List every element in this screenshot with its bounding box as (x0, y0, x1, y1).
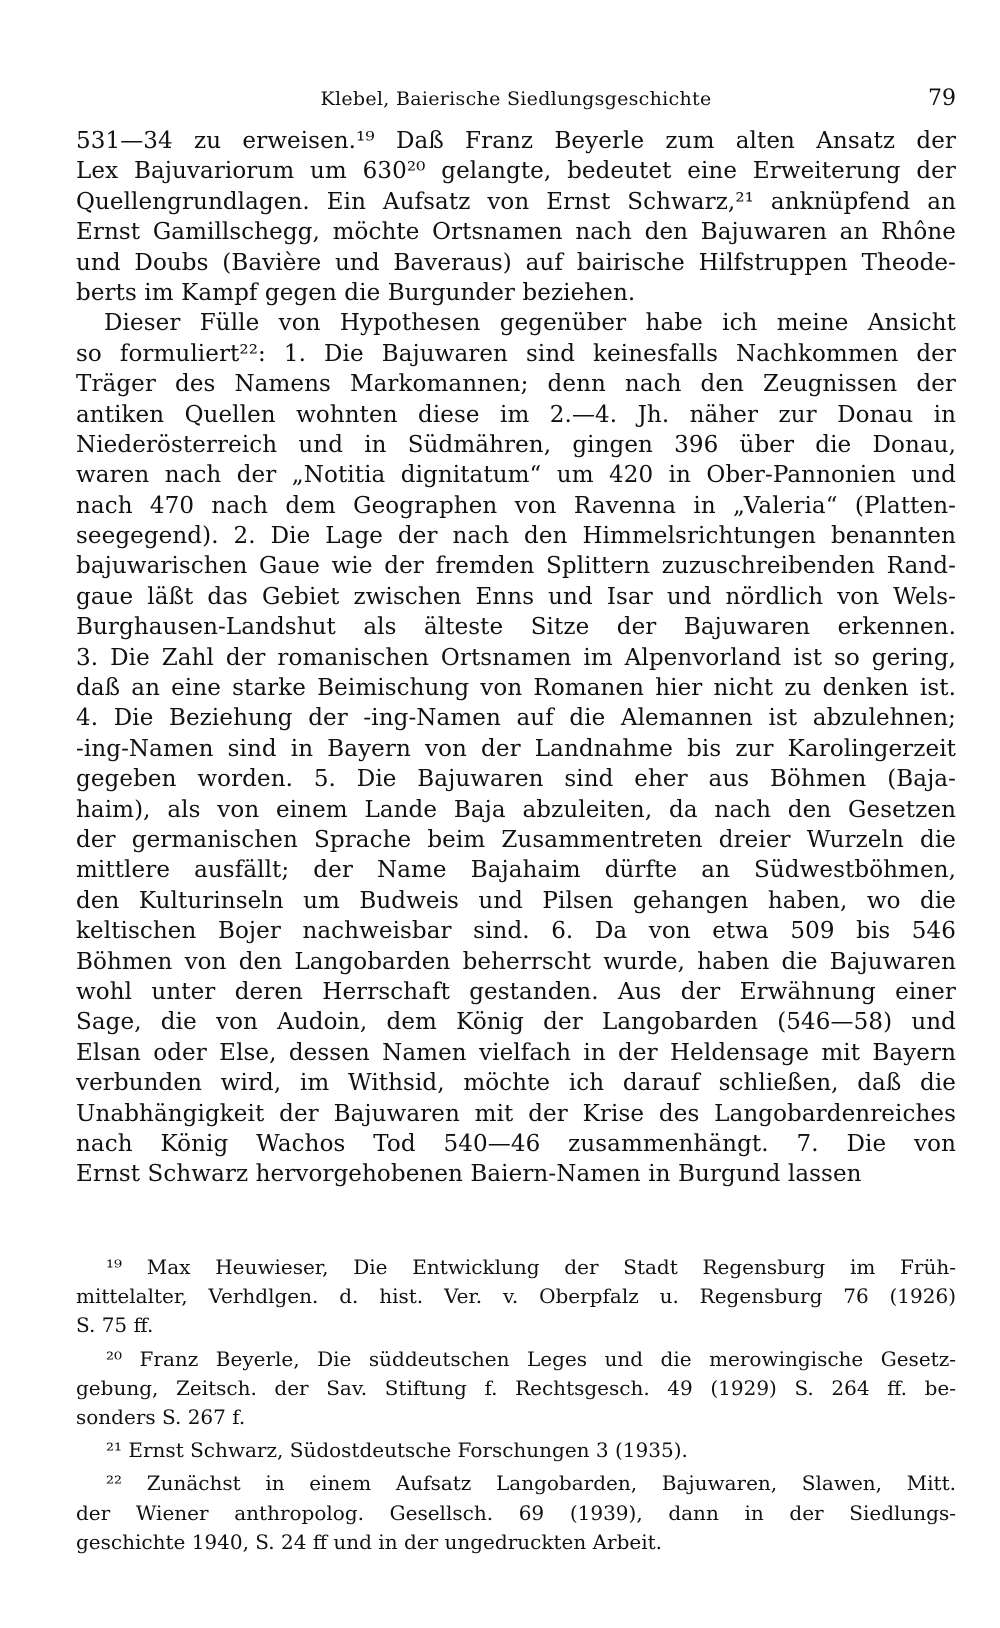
body-line: Elsan oder Else, dessen Namen vielfach in der Heldensage mit Bayern (76, 1039, 956, 1066)
body-line: nach 470 nach dem Geographen von Ravenna in „Valeria“ (Platten- (76, 492, 956, 519)
body-line: Lex Bajuvariorum um 630²⁰ gelangte, bedeutet eine Erweiterung der (76, 158, 956, 185)
body-line: wohl unter deren Herrschaft gestanden. Aus der Erwähnung einer (76, 978, 956, 1005)
body-line: Träger des Namens Markomannen; denn nach den Zeugnissen der (76, 371, 956, 398)
body-line: Ernst Gamillschegg, möchte Ortsnamen nach den Bajuwaren an Rhône (76, 219, 956, 246)
body-line: Dieser Fülle von Hypothesen gegenüber habe ich meine Ansicht (104, 310, 956, 337)
body-line: antiken Quellen wohnten diese im 2.—4. Jh. näher zur Donau in (76, 401, 956, 428)
running-title: Klebel, Baierische Siedlungsgeschichte (320, 88, 712, 110)
footnote-line: ²² Zunächst in einem Aufsatz Langobarden, Bajuwaren, Slawen, Mitt. (106, 1471, 956, 1496)
body-line: keltischen Bojer nachweisbar sind. 6. Da von etwa 509 bis 546 (76, 918, 956, 945)
body-line: 3. Die Zahl der romanischen Ortsnamen im Alpenvorland ist so gering, (76, 644, 956, 671)
body-line: daß an eine starke Beimischung von Romanen hier nicht zu denken ist. (76, 675, 956, 702)
body-line: so formuliert²²: 1. Die Bajuwaren sind keinesfalls Nachkommen der (76, 340, 956, 367)
body-line: mittlere ausfällt; der Name Bajahaim dürfte an Südwestböhmen, (76, 857, 956, 884)
body-line: Quellengrundlagen. Ein Aufsatz von Ernst Schwarz,²¹ anknüpfend an (76, 188, 956, 215)
footnote-line: gebung, Zeitsch. der Sav. Stiftung f. Rechtsgesch. 49 (1929) S. 264 ff. be- (76, 1375, 956, 1400)
body-line: 4. Die Beziehung der -ing-Namen auf die Alemannen ist abzulehnen; (76, 705, 956, 732)
footnote-line: mittelalter, Verhdlgen. d. hist. Ver. v. Oberpfalz u. Regensburg 76 (1926) (76, 1284, 956, 1309)
body-line: bajuwarischen Gaue wie der fremden Splittern zuzuschreibenden Rand- (76, 553, 956, 580)
body-line: waren nach der „Notitia dignitatum“ um 420 in Ober-Pannonien und (76, 462, 956, 489)
body-line: gaue läßt das Gebiet zwischen Enns und Isar und nördlich von Wels- (76, 583, 956, 610)
body-line: Böhmen von den Langobarden beherrscht wurde, haben die Bajuwaren (76, 948, 956, 975)
footnote-line: S. 75 ff. (76, 1313, 154, 1338)
body-line: seegegend). 2. Die Lage der nach den Himmelsrichtungen benannten (76, 523, 956, 550)
body-line: Niederösterreich und in Südmähren, gingen 396 über die Donau, (76, 431, 956, 458)
body-line: gegeben worden. 5. Die Bajuwaren sind eher aus Böhmen (Baja- (76, 766, 956, 793)
body-line: Unabhängigkeit der Bajuwaren mit der Krise des Langobardenreiches (76, 1100, 956, 1127)
body-line: berts im Kampf gegen die Burgunder beziehen. (76, 279, 636, 306)
running-head (76, 88, 956, 118)
body-line: 531—34 zu erweisen.¹⁹ Daß Franz Beyerle zum alten Ansatz der (76, 128, 956, 154)
body-text (76, 126, 956, 1190)
body-line: den Kulturinseln um Budweis und Pilsen gehangen haben, wo die (76, 887, 956, 914)
footnote-line: ²⁰ Franz Beyerle, Die süddeutschen Leges und die merowingische Gesetz- (106, 1346, 956, 1371)
body-line: der germanischen Sprache beim Zusammentreten dreier Wurzeln die (76, 826, 956, 853)
body-line: verbunden wird, im Withsid, möchte ich darauf schließen, daß die (76, 1070, 956, 1097)
footnote-line: der Wiener anthropolog. Gesellsch. 69 (1939), dann in der Siedlungs- (76, 1500, 956, 1525)
body-line: haim), als von einem Lande Baja abzuleiten, da nach den Gesetzen (76, 796, 956, 823)
body-line: Burghausen-Landshut als älteste Sitze der Bajuwaren erkennen. (76, 614, 956, 641)
footnote-line: sonders S. 267 f. (76, 1404, 246, 1429)
footnote-line: ²¹ Ernst Schwarz, Südostdeutsche Forschungen 3 (1935). (106, 1438, 688, 1463)
body-line: Ernst Schwarz hervorgehobenen Baiern-Namen in Burgund lassen (76, 1161, 862, 1188)
body-line: Sage, die von Audoin, dem König der Langobarden (546—58) und (76, 1009, 956, 1036)
footnote-line: geschichte 1940, S. 24 ff und in der ungedruckten Arbeit. (76, 1529, 663, 1554)
body-line: nach König Wachos Tod 540—46 zusammenhängt. 7. Die von (76, 1130, 956, 1157)
footnote-line: ¹⁹ Max Heuwieser, Die Entwicklung der Stadt Regensburg im Früh- (106, 1255, 956, 1279)
body-line: und Doubs (Bavière und Baveraus) auf bairische Hilfstruppen Theode- (76, 249, 956, 276)
page-number: 79 (928, 86, 956, 111)
footnotes (76, 1253, 956, 1557)
body-line: -ing-Namen sind in Bayern von der Landnahme bis zur Karolingerzeit (76, 735, 956, 762)
